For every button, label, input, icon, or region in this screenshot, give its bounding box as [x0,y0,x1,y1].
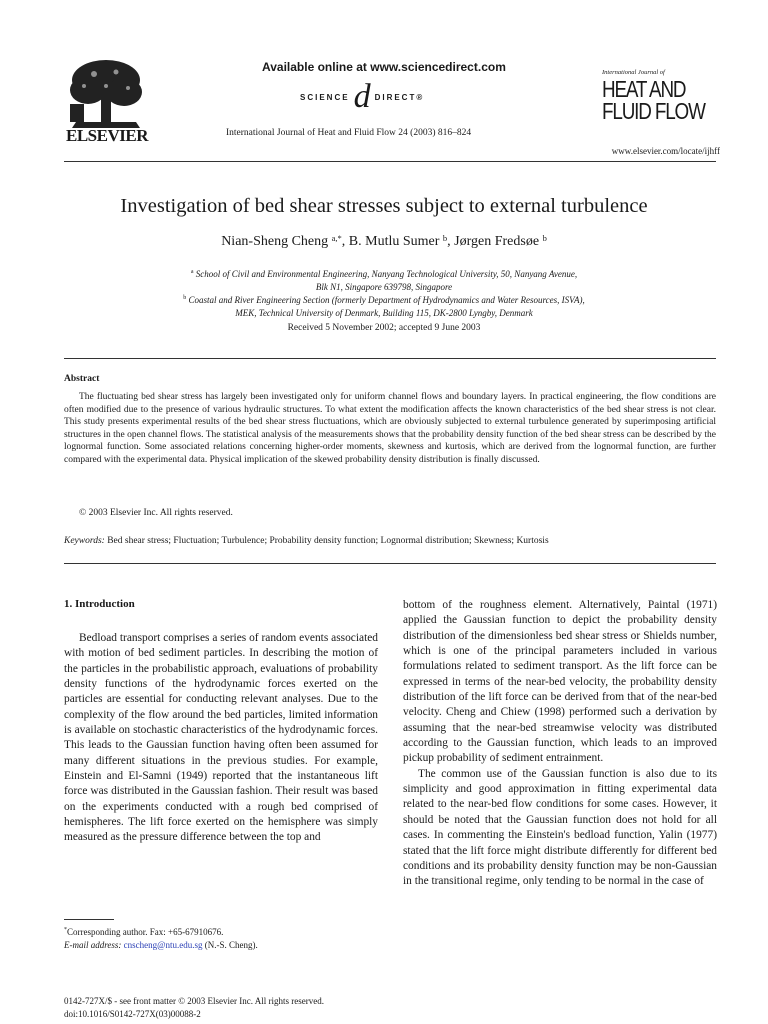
received-dates: Received 5 November 2002; accepted 9 June 2003 [287,323,481,333]
email-link[interactable]: cnscheng@ntu.edu.sg [123,939,203,950]
body-column-left [64,631,378,846]
author-sup: b [542,233,547,243]
abstract-top-divider [64,358,716,359]
affiliation-line: MEK, Technical University of Denmark, Building 115, DK-2800 Lyngby, Denmark [235,307,533,318]
available-online-text[interactable]: Available online at www.sciencedirect.com [262,60,506,74]
paragraph: bottom of the roughness element. Alternatively, Paintal (1971) applied the Gaussian function to depict the probability density distribution of the dimensionless bed shear stress or Shields number, which is one of the principal parameters included in various formulations related to sediment transport. As the lift force can be expressed in terms of the near-bed velocity, the probability density distribution of the lift force can be derived from that of the near-bed velocity. Cheng and Chiew (1998) performed such a derivation by assuming that the near-bed streamwise velocity was distributed according to the Gaussian function, which leads to an improved pickup probability of sediment entrainment. [403,599,717,765]
keywords-label: Keywords: [64,536,105,546]
abstract-heading: Abstract [64,374,100,384]
paragraph: The common use of the Gaussian function is also due to its simplicity and good approximation in fitting experimental data related to the near-bed flow conditions for some cases. However, it should be noted that the Gaussian function does not hold for all cases. In commenting the Einstein's bedload function, Yalin (1977) stated that the lift force might distribute differently for different bed conditions and its probability density function may be non-Gaussian in the transitional regime, only tending to be normal in the case of [403,767,717,888]
affiliation-b [0,292,768,319]
front-matter [64,995,324,1020]
body-column-right [403,598,717,890]
front-matter-line: 0142-727X/$ - see front matter © 2003 Elsevier Inc. All rights reserved. [64,996,325,1006]
author-list: Nian-Sheng Cheng $^{a,*}$, B. Mutlu Sumer $^b$, Jørgen Fredsøe $^b$ [221,233,547,249]
author-name: Jørgen Fredsøe [454,234,540,249]
publisher-name: ELSEVIER [66,126,148,145]
affiliation-line: Coastal and River Engineering Section (formerly Department of Hydrodynamics and Water Resources, ISVA), [188,295,585,305]
header-divider [64,161,716,162]
corresponding-author: Corresponding author. Fax: +65-67910676. [67,927,224,937]
author-name: B. Mutlu Sumer [348,234,440,249]
sciencedirect-logo[interactable] [300,78,425,115]
author-name: Nian-Sheng Cheng [221,234,329,249]
sd-left-text: SCIENCE [300,92,350,102]
keywords [64,536,549,546]
sd-at-icon: d [353,78,371,115]
email-label: E-mail address: [64,939,122,950]
email-suffix: (N.-S. Cheng). [204,939,258,950]
footnote [64,924,258,951]
journal-reference: International Journal of Heat and Fluid Flow 24 (2003) 816–824 [226,128,472,138]
doi-line: doi:10.1016/S0142-727X(03)00088-2 [64,1008,201,1019]
section-heading: 1. Introduction [64,598,135,610]
affiliation-line: School of Civil and Environmental Engineering, Nanyang Technological University, 50, Nanyang Avenue, [195,269,578,279]
abstract-text: The fluctuating bed shear stress has largely been investigated only for uniform channel flows and boundary layers. In practical engineering, the flow conditions are often modified due to the presence of various hydraulic structures. To what extent the modification affects the known characteristics of the bed shear stress is not clear. This study presents experimental results of the bed shear stress fluctuations, which are obviously subjected to external turbulence generated by superimposing artificial structures in the open channel flows. The statistical analysis of the measurements shows that the probability density function of the bed shear stress can be described by the lognormal function. Some associated relations concerning higher-order moments, skewness and kurtosis, which are derived from the lognormal function, are further compared with the experimental data. Physical implication of the skewed probability density distribution is finally discussed. [64,392,716,465]
affiliation-mark: b [183,295,187,301]
journal-masthead-title [602,78,705,122]
footnote-mark: * [64,927,67,933]
paragraph: Bedload transport comprises a series of random events associated with motion of bed sediment particles. In describing the motion of the particles in the probabilistic approach, evaluations of probability density functions of the hydrodynamic forces exerted on the particles are essential for conducting relevant analyses. Due to the complexity of the flow around the bed particles, limited information is available on stochastic characteristics of the hydrodynamic forces. This leads to the Gaussian function having often been assumed for many different situations in the previous studies. For example, Einstein and El-Samni (1949) reported that the instantaneous lift force was distributed in the Gaussian fashion. Their result was based on the experiments conducted with a rough bed comprised of hemispheres. The lift force exerted on the hemisphere was simply measured as the pressure difference between the top and [64,632,378,844]
abstract-bottom-divider [64,563,716,564]
author-sup: b [442,233,448,243]
author-sup: a,* [331,233,342,243]
affiliation-line: Blk N1, Singapore 639798, Singapore [315,281,453,292]
journal-url[interactable]: www.elsevier.com/locate/ijhff [611,146,720,156]
affiliation-a [0,266,768,293]
sd-right-text: DIRECT® [374,92,425,102]
footnote-divider [64,919,114,920]
journal-masthead-small: International Journal of [602,69,665,76]
affiliation-mark: a [190,269,194,275]
article-title: Investigation of bed shear stresses subject to external turbulence [120,195,648,217]
journal-title-line-2: FLUID FLOW [602,98,705,124]
abstract-copyright: © 2003 Elsevier Inc. All rights reserved. [79,508,233,518]
journal-title-line-1: HEAT AND [602,76,686,102]
keywords-list: Bed shear stress; Fluctuation; Turbulence; Probability density function; Lognormal distribution; Skewness; Kurtosis [107,536,549,546]
